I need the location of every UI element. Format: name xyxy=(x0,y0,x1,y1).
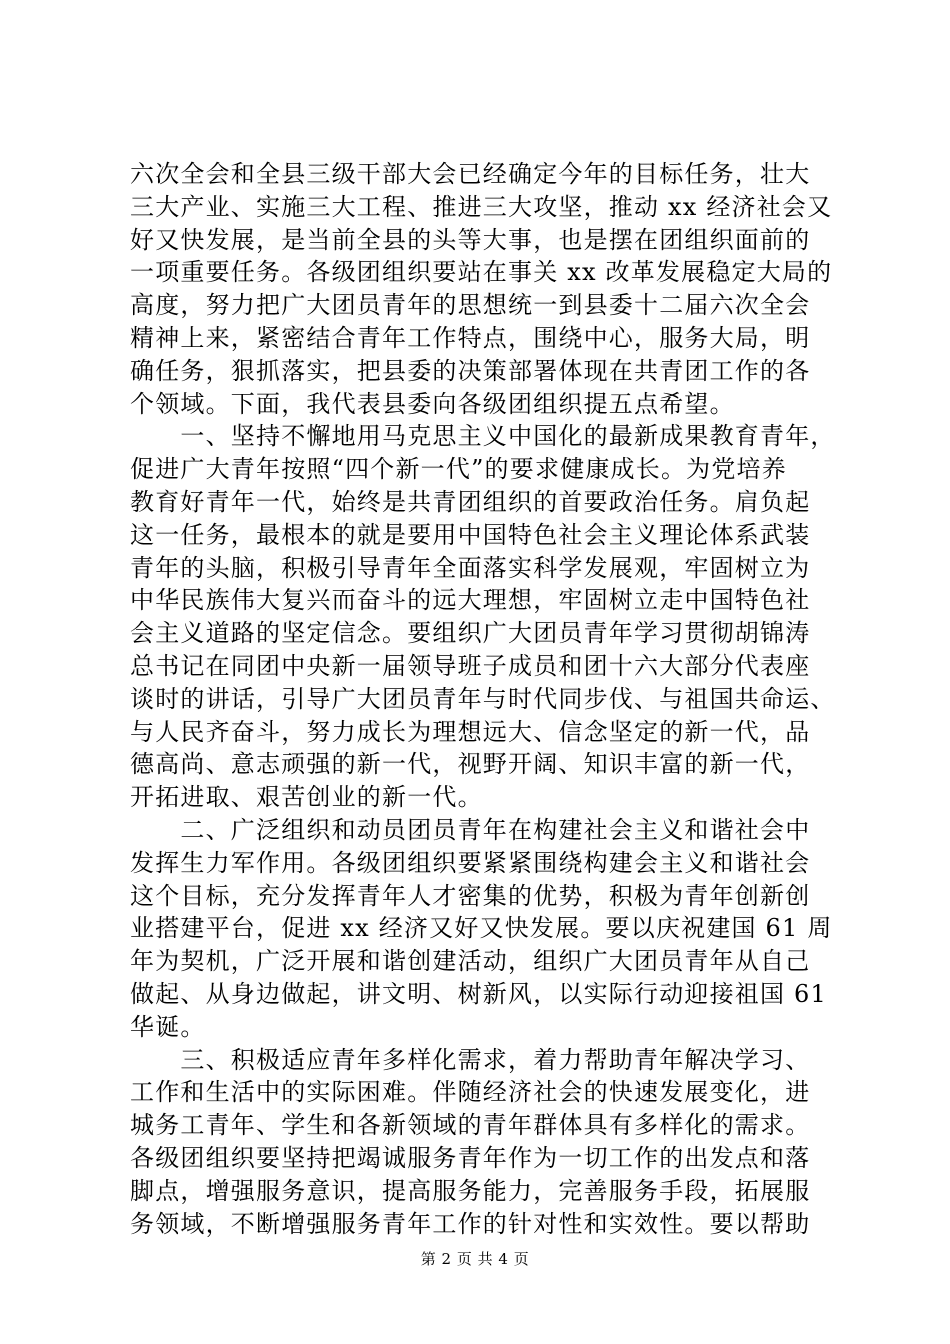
text-line: 青年的头脑，积极引导青年全面落实科学发展观，牢固树立为 xyxy=(130,553,811,582)
text-line: 教育好青年一代，始终是共青团组织的首要政治任务。肩负起 xyxy=(130,487,811,516)
text-line: 二、广泛组织和动员团员青年在构建社会主义和谐社会中 xyxy=(130,815,811,844)
text-line: 谈时的讲话，引导广大团员青年与时代同步伐、与祖国共命运、 xyxy=(130,684,836,713)
text-line: 这一任务，最根本的就是要用中国特色社会主义理论体系武装 xyxy=(130,520,811,549)
text-line: 好又快发展，是当前全县的头等大事，也是摆在团组织面前的 xyxy=(130,225,811,254)
text-line: 这个目标，充分发挥青年人才密集的优势，积极为青年创新创 xyxy=(130,881,811,910)
text-line: 会主义道路的坚定信念。要组织广大团员青年学习贯彻胡锦涛 xyxy=(130,619,811,648)
page-number-footer: 第 2 页 共 4 页 xyxy=(420,1250,530,1268)
text-line: 三、积极适应青年多样化需求，着力帮助青年解决学习、 xyxy=(130,1045,811,1074)
text-line: 一项重要任务。各级团组织要站在事关 xx 改革发展稳定大局的 xyxy=(130,258,833,287)
text-line: 中华民族伟大复兴而奋斗的远大理想，牢固树立走中国特色社 xyxy=(130,586,811,615)
text-line: 务领域，不断增强服务青年工作的针对性和实效性。要以帮助 xyxy=(130,1209,811,1238)
text-line: 与人民齐奋斗，努力成长为理想远大、信念坚定的新一代，品 xyxy=(130,717,811,746)
text-line: 脚点，增强服务意识，提高服务能力，完善服务手段，拓展服 xyxy=(130,1176,811,1205)
text-line: 个领域。下面，我代表县委向各级团组织提五点希望。 xyxy=(130,389,735,418)
text-line: 精神上来，紧密结合青年工作特点，围绕中心，服务大局，明 xyxy=(130,323,811,352)
text-line: 促进广大青年按照“四个新一代”的要求健康成长。为党培养 xyxy=(130,455,787,484)
text-line: 三大产业、实施三大工程、推进三大攻坚，推动 xx 经济社会又 xyxy=(130,192,833,221)
text-line: 工作和生活中的实际困难。伴随经济社会的快速发展变化，进 xyxy=(130,1078,811,1107)
text-line: 德高尚、意志顽强的新一代，视野开阔、知识丰富的新一代， xyxy=(130,750,811,779)
text-line: 年为契机，广泛开展和谐创建活动，组织广大团员青年从自己 xyxy=(130,947,811,976)
text-line: 城务工青年、学生和各新领域的青年群体具有多样化的需求。 xyxy=(130,1111,811,1140)
text-line: 六次全会和全县三级干部大会已经确定今年的目标任务，壮大 xyxy=(130,160,811,188)
text-line: 开拓进取、艰苦创业的新一代。 xyxy=(130,783,483,812)
text-line: 华诞。 xyxy=(130,1012,206,1041)
text-line: 做起、从身边做起，讲文明、树新风，以实际行动迎接祖国 61 xyxy=(130,979,827,1008)
text-line: 发挥生力军作用。各级团组织要紧紧围绕构建会主义和谐社会 xyxy=(130,848,811,877)
text-line: 总书记在同团中央新一届领导班子成员和团十六大部分代表座 xyxy=(130,651,811,680)
text-line: 确任务，狠抓落实，把县委的决策部署体现在共青团工作的各 xyxy=(130,356,811,385)
text-line: 高度，努力把广大团员青年的思想统一到县委十二届六次全会 xyxy=(130,291,811,320)
document-body xyxy=(130,158,836,1240)
text-line: 业搭建平台，促进 xx 经济又好又快发展。要以庆祝建国 61 周 xyxy=(130,914,833,943)
text-line: 各级团组织要坚持把竭诚服务青年作为一切工作的出发点和落 xyxy=(130,1143,811,1172)
text-line: 一、坚持不懈地用马克思主义中国化的最新成果教育青年， xyxy=(130,422,836,451)
